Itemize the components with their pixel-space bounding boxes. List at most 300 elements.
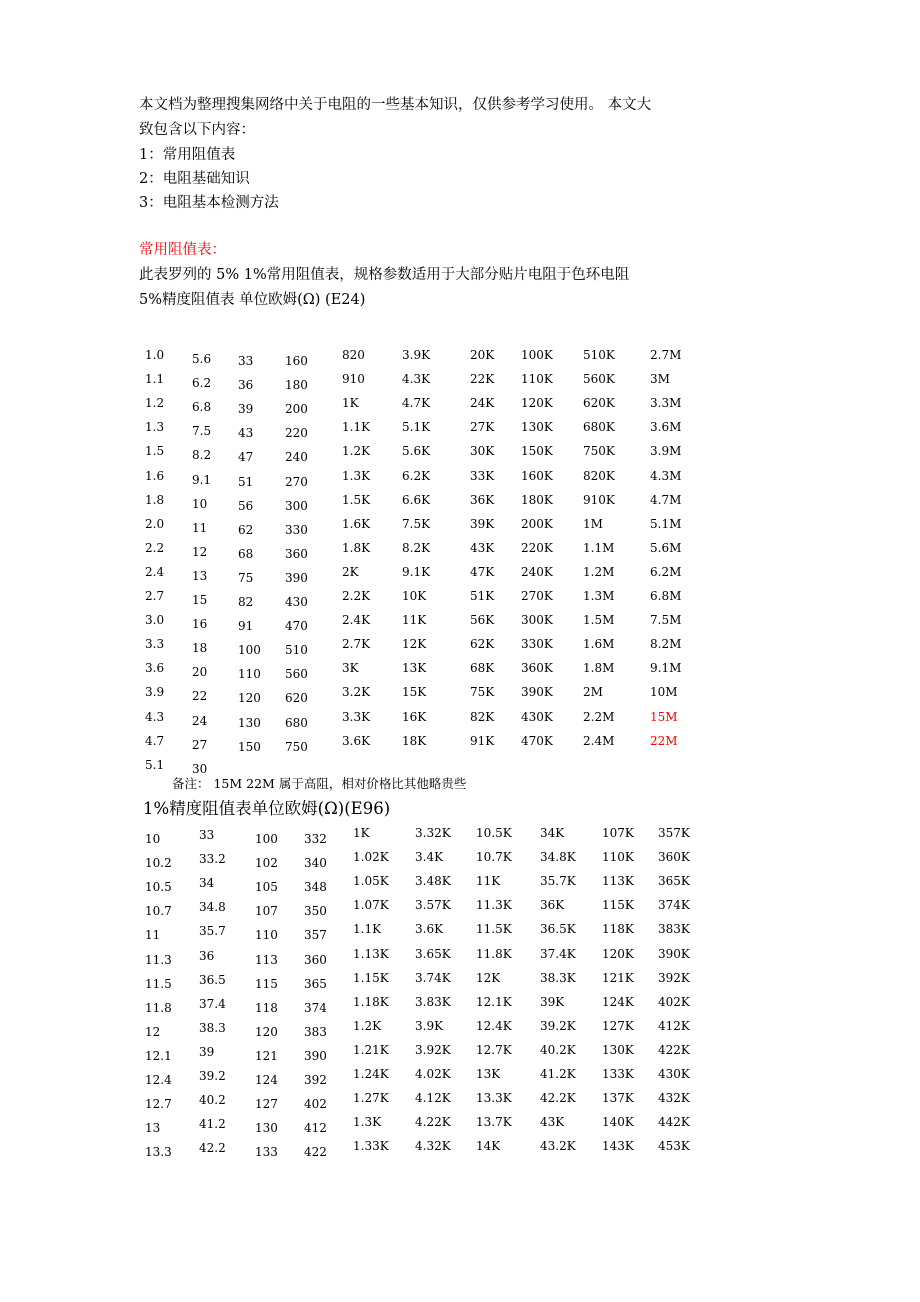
table-cell: 3.57K	[415, 898, 451, 913]
table-cell: 11	[192, 520, 208, 535]
table-cell: 13K	[402, 661, 427, 676]
table-cell: 330K	[521, 637, 553, 652]
table-cell: 1.8K	[342, 540, 371, 555]
table-cell: 47K	[470, 564, 495, 579]
table-cell: 43K	[470, 540, 495, 555]
section-description: 此表罗列的 5% 1%常用阻值表，规格参数适用于大部分贴片电阻于色环电阻	[139, 267, 630, 283]
table-cell: 374	[304, 1000, 327, 1015]
table-cell: 383	[304, 1024, 327, 1039]
table-cell: 6.8M	[650, 589, 682, 603]
table-cell: 130	[255, 1121, 278, 1136]
table-cell: 42.2	[199, 1141, 226, 1156]
table-cell: 3.2K	[342, 685, 371, 700]
table-cell: 1.33K	[353, 1139, 389, 1154]
table-cell: 2K	[342, 564, 359, 579]
table-cell: 107	[255, 904, 278, 919]
table-cell: 36.5K	[540, 922, 576, 937]
table-cell: 118	[255, 1000, 278, 1015]
table-cell: 1.8M	[583, 661, 615, 676]
table-cell: 1.6	[145, 468, 165, 483]
table-cell: 16K	[402, 709, 427, 724]
table-cell: 3.83K	[415, 994, 451, 1009]
table-cell: 3.74K	[415, 970, 451, 985]
table-cell: 3.9	[145, 685, 165, 700]
table-cell: 10K	[402, 589, 427, 603]
intro-line-2: 致包含以下内容：	[139, 122, 255, 138]
table-cell: 36K	[470, 492, 495, 507]
table-cell: 5.6	[192, 352, 212, 366]
table-cell: 2.4	[145, 564, 165, 579]
table-cell: 37.4	[199, 996, 226, 1011]
table-cell: 4.3	[145, 709, 165, 724]
table-cell: 62	[238, 522, 254, 537]
table-cell: 91	[238, 619, 254, 634]
table-cell: 110	[255, 928, 278, 943]
table-cell: 453K	[658, 1139, 690, 1154]
table-cell: 340	[304, 856, 327, 871]
table-cell: 110K	[602, 850, 634, 865]
table-cell: 43	[238, 426, 254, 441]
table-cell: 10	[192, 496, 208, 511]
table-5-note: 备注： 15M 22M 属于高阻，相对价格比其他略贵些	[172, 776, 467, 791]
table-cell: 470K	[521, 733, 553, 748]
table-cell: 10	[145, 832, 161, 846]
table-cell: 390K	[521, 685, 553, 700]
table-cell: 75K	[470, 685, 495, 700]
table-cell: 422	[304, 1145, 327, 1160]
table-cell: 39	[238, 402, 254, 417]
table-cell: 8.2	[192, 448, 212, 463]
table-cell: 270K	[521, 589, 553, 603]
table-cell: 332	[304, 832, 327, 846]
table-cell: 1.2	[145, 396, 165, 411]
table-cell: 11.5K	[476, 922, 512, 937]
table-cell: 680K	[583, 420, 615, 435]
table-cell: 430	[285, 595, 308, 609]
table-cell: 390	[304, 1048, 327, 1063]
table-cell: 910	[342, 372, 365, 387]
table-cell: 200K	[521, 516, 553, 531]
table-cell: 3.9K	[402, 348, 431, 362]
table-cell: 1.6M	[583, 637, 615, 652]
table-cell: 390	[285, 570, 308, 585]
table-cell: 2M	[583, 685, 603, 700]
table-cell: 12.4	[145, 1073, 172, 1087]
table-cell: 36.5	[199, 972, 226, 987]
table-cell: 12K	[476, 970, 501, 985]
table-cell: 110	[238, 667, 261, 682]
table-cell: 1.24K	[353, 1067, 389, 1081]
table-cell: 47	[238, 450, 254, 465]
table-cell: 510	[285, 643, 308, 658]
table-cell: 36K	[540, 898, 565, 913]
table-cell: 12	[145, 1024, 161, 1039]
table-cell: 1K	[353, 826, 370, 840]
table-cell: 5.6K	[402, 444, 431, 459]
table-cell: 130K	[521, 420, 553, 435]
table-cell: 360K	[658, 850, 690, 865]
table-cell: 51K	[470, 589, 495, 603]
table-cell: 1.13K	[353, 946, 389, 961]
table-cell: 22	[192, 689, 208, 704]
table-cell: 3.6K	[415, 922, 444, 937]
table-cell: 12K	[402, 637, 427, 652]
table-cell: 1.1M	[583, 540, 615, 555]
table-cell: 22K	[470, 372, 495, 387]
table-cell: 3.0	[145, 613, 165, 628]
table-cell: 360	[304, 952, 327, 967]
table-cell: 432K	[658, 1091, 690, 1106]
table-cell: 130	[238, 715, 261, 730]
table-cell: 1.0	[145, 348, 165, 362]
table-cell: 12	[192, 544, 208, 559]
table-cell: 27K	[470, 420, 495, 435]
table-cell: 180	[285, 378, 308, 393]
table-cell: 110K	[521, 372, 553, 387]
table-cell: 15M	[650, 709, 678, 724]
table-cell: 1.27K	[353, 1091, 389, 1106]
table-cell: 1.07K	[353, 898, 389, 913]
table-cell: 1.15K	[353, 970, 389, 985]
table-cell: 160	[285, 354, 308, 368]
table-cell: 6.8	[192, 400, 212, 415]
table-cell: 33K	[470, 468, 495, 483]
table-cell: 4.32K	[415, 1139, 451, 1154]
table-cell: 1.2M	[583, 564, 615, 579]
table-cell: 1.1	[145, 372, 165, 387]
table-cell: 4.22K	[415, 1115, 451, 1130]
table-cell: 1.2K	[342, 444, 371, 459]
table-cell: 422K	[658, 1042, 690, 1057]
table-cell: 13.3	[145, 1145, 172, 1160]
table-cell: 3.9M	[650, 444, 682, 459]
table-cell: 34K	[540, 826, 565, 840]
table-cell: 133K	[602, 1067, 634, 1081]
table-cell: 5.6M	[650, 540, 682, 555]
table-cell: 6.2	[192, 376, 212, 391]
table-cell: 37.4K	[540, 946, 576, 961]
table-cell: 34.8	[199, 900, 226, 915]
table-cell: 39K	[470, 516, 495, 531]
table-cell: 10.5K	[476, 826, 512, 840]
table-cell: 3.92K	[415, 1042, 451, 1057]
table-cell: 36	[199, 948, 215, 963]
table-cell: 13.3K	[476, 1091, 512, 1106]
table-cell: 3K	[342, 661, 359, 676]
table-cell: 11K	[402, 613, 427, 628]
section-title-common-values: 常用阻值表：	[139, 242, 226, 258]
table-cell: 357	[304, 928, 327, 943]
table-cell: 402	[304, 1097, 327, 1112]
table-cell: 220K	[521, 540, 553, 555]
table-cell: 300	[285, 498, 308, 513]
table-cell: 82	[238, 595, 254, 609]
table-cell: 39	[199, 1044, 215, 1059]
table-cell: 620	[285, 691, 308, 706]
table-cell: 124	[255, 1073, 278, 1087]
table-cell: 1.21K	[353, 1042, 389, 1057]
table-cell: 39.2K	[540, 1018, 576, 1033]
table-cell: 300K	[521, 613, 553, 628]
table-cell: 121	[255, 1048, 278, 1063]
table-cell: 13.7K	[476, 1115, 512, 1130]
table-cell: 9.1M	[650, 661, 682, 676]
table-cell: 374K	[658, 898, 690, 913]
table-cell: 1.02K	[353, 850, 389, 865]
table-cell: 140K	[602, 1115, 634, 1130]
table-cell: 24	[192, 713, 208, 728]
table-cell: 392	[304, 1073, 327, 1087]
table-cell: 4.3M	[650, 468, 682, 483]
table-cell: 8.2M	[650, 637, 682, 652]
table-cell: 2.2K	[342, 589, 371, 603]
table-cell: 22M	[650, 733, 678, 748]
table-cell: 4.02K	[415, 1067, 451, 1081]
table-cell: 91K	[470, 733, 495, 748]
table-cell: 11.8K	[476, 946, 512, 961]
table-cell: 150	[238, 739, 261, 754]
table-cell: 13	[192, 568, 208, 583]
table-cell: 1.3M	[583, 589, 615, 603]
table-cell: 200	[285, 402, 308, 417]
table-cell: 11.8	[145, 1000, 172, 1015]
table-cell: 113K	[602, 874, 634, 889]
table-cell: 40.2	[199, 1093, 226, 1108]
table-cell: 36	[238, 378, 254, 393]
table-cell: 442K	[658, 1115, 690, 1130]
table-cell: 348	[304, 880, 327, 895]
table-cell: 33.2	[199, 852, 226, 867]
table-cell: 350	[304, 904, 327, 919]
table-cell: 82K	[470, 709, 495, 724]
table-cell: 15K	[402, 685, 427, 700]
table-cell: 5.1M	[650, 516, 682, 531]
table-cell: 14K	[476, 1139, 501, 1154]
table-cell: 1.5M	[583, 613, 615, 628]
table-cell: 4.12K	[415, 1091, 451, 1106]
table-cell: 3.6M	[650, 420, 682, 435]
table-cell: 39K	[540, 994, 565, 1009]
table-cell: 12.4K	[476, 1018, 512, 1033]
table-cell: 41.2	[199, 1117, 226, 1132]
table-cell: 560K	[583, 372, 615, 387]
table-cell: 1.05K	[353, 874, 389, 889]
table-cell: 240K	[521, 564, 553, 579]
table-cell: 390K	[658, 946, 690, 961]
table-cell: 68K	[470, 661, 495, 676]
table-cell: 107K	[602, 826, 634, 840]
table-cell: 160K	[521, 468, 553, 483]
table-cell: 365	[304, 976, 327, 991]
table-cell: 392K	[658, 970, 690, 985]
intro-line-1: 本文档为整理搜集网络中关于电阻的一些基本知识，仅供参考学习使用。 本文大	[139, 97, 652, 113]
table-cell: 412	[304, 1121, 327, 1136]
table-cell: 10M	[650, 685, 678, 700]
intro-item-3: 3：电阻基本检测方法	[139, 195, 279, 211]
table-cell: 35.7	[199, 924, 226, 939]
table-cell: 34.8K	[540, 850, 576, 865]
table-cell: 750K	[583, 444, 615, 459]
table-cell: 12.1	[145, 1048, 172, 1063]
table-cell: 10.7	[145, 904, 172, 919]
table-1-title: 1%精度阻值表单位欧姆(Ω)(E96)	[143, 799, 391, 818]
table-cell: 1.3K	[342, 468, 371, 483]
table-cell: 383K	[658, 922, 690, 937]
table-cell: 38.3	[199, 1020, 226, 1035]
table-cell: 360	[285, 546, 308, 561]
table-cell: 115K	[602, 898, 634, 913]
table-cell: 820K	[583, 468, 615, 483]
table-cell: 16	[192, 617, 208, 632]
table-cell: 560	[285, 667, 308, 682]
table-cell: 43.2K	[540, 1139, 576, 1154]
table-cell: 42.2K	[540, 1091, 576, 1106]
table-cell: 6.2K	[402, 468, 431, 483]
table-cell: 100K	[521, 348, 553, 362]
table-cell: 2.7M	[650, 348, 682, 362]
table-cell: 113	[255, 952, 278, 967]
table-cell: 8.2K	[402, 540, 431, 555]
table-cell: 1.1K	[353, 922, 382, 937]
table-cell: 470	[285, 619, 308, 634]
table-cell: 11	[145, 928, 161, 943]
table-cell: 15	[192, 593, 208, 607]
table-cell: 18	[192, 641, 208, 656]
table-cell: 120	[255, 1024, 278, 1039]
intro-item-2: 2：电阻基础知识	[139, 171, 250, 187]
table-cell: 3M	[650, 372, 670, 387]
table-cell: 127	[255, 1097, 278, 1112]
table-cell: 910K	[583, 492, 615, 507]
table-cell: 115	[255, 976, 278, 991]
table-cell: 3.3M	[650, 396, 682, 411]
table-cell: 6.2M	[650, 564, 682, 579]
table-cell: 4.7	[145, 733, 165, 748]
table-cell: 750	[285, 739, 308, 754]
table-cell: 150K	[521, 444, 553, 459]
table-cell: 43K	[540, 1115, 565, 1130]
table-cell: 4.3K	[402, 372, 431, 387]
table-cell: 137K	[602, 1091, 634, 1106]
table-cell: 3.32K	[415, 826, 451, 840]
intro-item-1: 1：常用阻值表	[139, 147, 236, 163]
table-cell: 30	[192, 761, 208, 776]
table-cell: 365K	[658, 874, 690, 889]
table-cell: 9.1K	[402, 564, 431, 579]
table-cell: 1.8	[145, 492, 165, 507]
table-cell: 270	[285, 474, 308, 489]
table-cell: 13K	[476, 1067, 501, 1081]
table-cell: 39.2	[199, 1069, 226, 1083]
table-cell: 3.6K	[342, 733, 371, 748]
table-cell: 20	[192, 665, 208, 680]
table-cell: 1.1K	[342, 420, 371, 435]
table-cell: 35.7K	[540, 874, 576, 889]
table-cell: 10.7K	[476, 850, 512, 865]
table-cell: 1.3	[145, 420, 165, 435]
table-cell: 240	[285, 450, 308, 465]
table-cell: 12.1K	[476, 994, 512, 1009]
table-cell: 2.2M	[583, 709, 615, 724]
table-cell: 10.2	[145, 856, 172, 871]
table-cell: 130K	[602, 1042, 634, 1057]
table-cell: 118K	[602, 922, 634, 937]
table-cell: 33	[238, 354, 254, 368]
table-cell: 402K	[658, 994, 690, 1009]
table-cell: 120	[238, 691, 261, 706]
table-cell: 2.2	[145, 540, 165, 555]
table-cell: 430K	[658, 1067, 690, 1081]
table-cell: 56	[238, 498, 254, 513]
table-cell: 30K	[470, 444, 495, 459]
table-cell: 11.5	[145, 976, 172, 991]
table-cell: 75	[238, 570, 254, 585]
table-cell: 3.9K	[415, 1018, 444, 1033]
table-cell: 2.7	[145, 589, 165, 603]
table-cell: 100	[255, 832, 278, 846]
table-cell: 100	[238, 643, 261, 658]
table-cell: 2.4K	[342, 613, 371, 628]
table-cell: 12.7K	[476, 1042, 512, 1057]
table-cell: 124K	[602, 994, 634, 1009]
table-cell: 11K	[476, 874, 501, 889]
table-cell: 360K	[521, 661, 553, 676]
table-cell: 1.5K	[342, 492, 371, 507]
table-cell: 1.3K	[353, 1115, 382, 1130]
table-cell: 11.3K	[476, 898, 512, 913]
table-cell: 56K	[470, 613, 495, 628]
table-cell: 38.3K	[540, 970, 576, 985]
table-cell: 357K	[658, 826, 690, 840]
table-cell: 2.4M	[583, 733, 615, 748]
table-cell: 11.3	[145, 952, 172, 967]
table-cell: 680	[285, 715, 308, 730]
table-cell: 5.1	[145, 757, 165, 772]
table-cell: 220	[285, 426, 308, 441]
table-cell: 1M	[583, 516, 603, 531]
table-cell: 7.5M	[650, 613, 682, 628]
table-cell: 143K	[602, 1139, 634, 1154]
table-cell: 2.7K	[342, 637, 371, 652]
table-cell: 127K	[602, 1018, 634, 1033]
table-cell: 4.7M	[650, 492, 682, 507]
table-cell: 33	[199, 828, 215, 842]
table-cell: 430K	[521, 709, 553, 724]
table-cell: 1.2K	[353, 1018, 382, 1033]
table-cell: 7.5	[192, 424, 212, 439]
table-cell: 34	[199, 876, 215, 891]
table-cell: 4.7K	[402, 396, 431, 411]
table-cell: 6.6K	[402, 492, 431, 507]
table-cell: 13	[145, 1121, 161, 1136]
table-cell: 18K	[402, 733, 427, 748]
table-cell: 7.5K	[402, 516, 431, 531]
table-cell: 820	[342, 348, 365, 362]
table-cell: 40.2K	[540, 1042, 576, 1057]
table-cell: 3.4K	[415, 850, 444, 865]
table-cell: 102	[255, 856, 278, 871]
table-cell: 20K	[470, 348, 495, 362]
table-cell: 620K	[583, 396, 615, 411]
table-cell: 3.48K	[415, 874, 451, 889]
table-cell: 27	[192, 737, 208, 752]
table-5-subtitle: 5%精度阻值表 单位欧姆(Ω) (E24)	[139, 292, 366, 308]
table-cell: 5.1K	[402, 420, 431, 435]
table-cell: 1.5	[145, 444, 165, 459]
table-cell: 121K	[602, 970, 634, 985]
table-cell: 120K	[521, 396, 553, 411]
table-cell: 105	[255, 880, 278, 895]
